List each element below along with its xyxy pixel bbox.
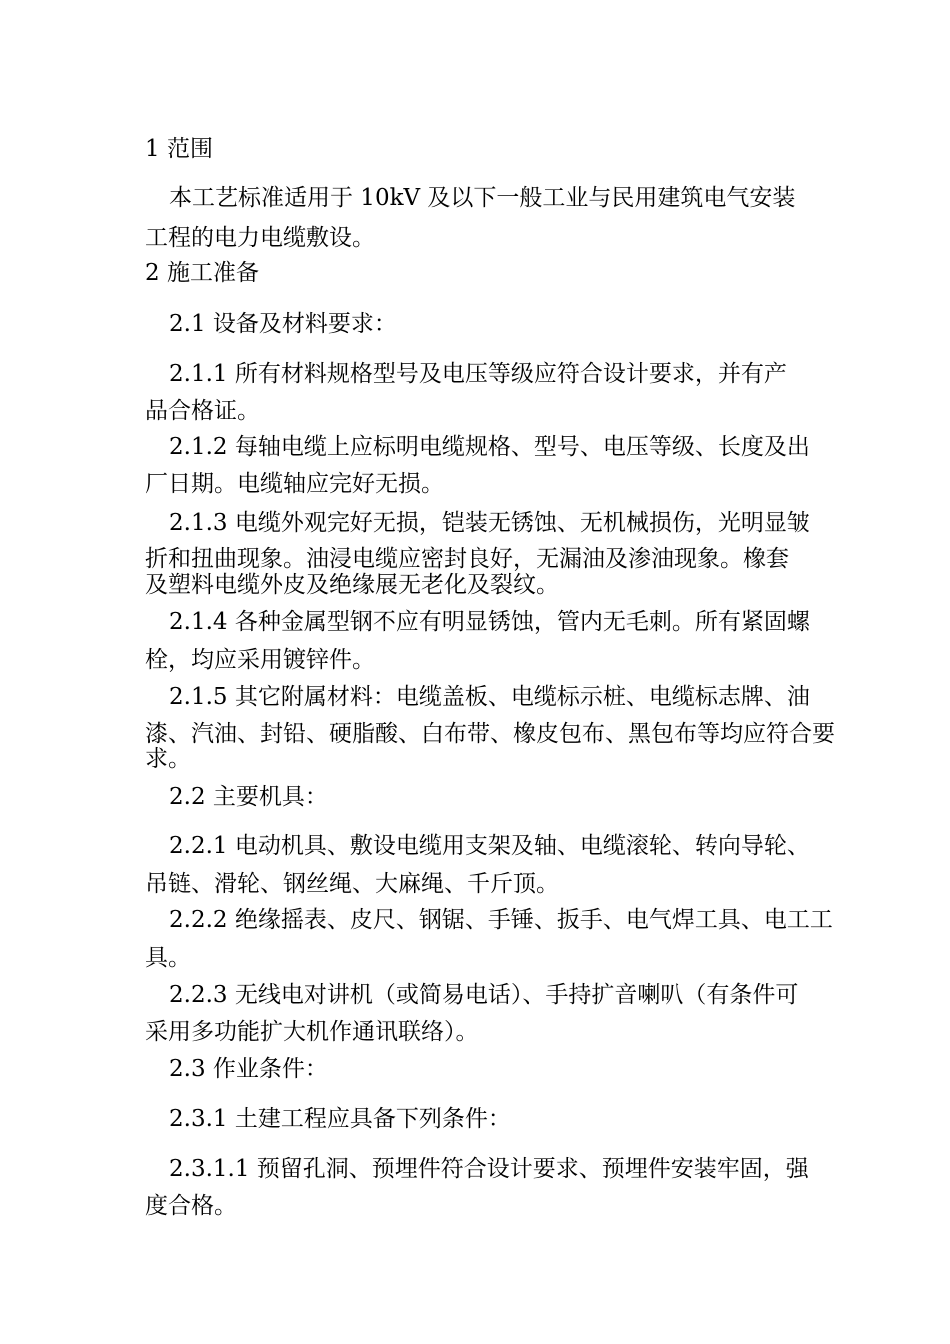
clause-2-1-5-line: 求。 [145, 746, 191, 772]
clause-2-2-1-line: 吊链、滑轮、钢丝绳、大麻绳、千斤顶。 [145, 871, 559, 897]
clause-2-3-1-line: 2.3.1 土建工程应具备下列条件： [169, 1106, 511, 1132]
clause-2-2-2-line: 具。 [145, 945, 191, 971]
clause-2-1-5-line: 漆、汽油、封铅、硬脂酸、白布带、橡皮包布、黑包布等均应符合要 [145, 721, 835, 747]
clause-2-1-5-line: 2.1.5 其它附属材料：电缆盖板、电缆标示桩、电缆标志牌、油 [169, 684, 810, 710]
subsection-2-3-heading: 2.3 作业条件： [169, 1056, 328, 1082]
clause-2-1-3-line: 折和扭曲现象。油浸电缆应密封良好，无漏油及渗油现象。橡套 [145, 546, 789, 572]
section-1-paragraph-line: 本工艺标准适用于 10kV 及以下一般工业与民用建筑电气安装 [169, 185, 796, 211]
clause-2-2-1-line: 2.2.1 电动机具、敷设电缆用支架及轴、电缆滚轮、转向导轮、 [169, 833, 810, 859]
clause-2-1-4-line: 栓，均应采用镀锌件。 [145, 647, 375, 673]
section-2-heading: 2 施工准备 [145, 260, 259, 286]
clause-2-1-4-line: 2.1.4 各种金属型钢不应有明显锈蚀，管内无毛刺。所有紧固螺 [169, 609, 810, 635]
clause-2-1-2-line: 2.1.2 每轴电缆上应标明电缆规格、型号、电压等级、长度及出 [169, 434, 810, 460]
clause-2-2-3-line: 采用多功能扩大机作通讯联络）。 [145, 1019, 479, 1045]
clause-2-1-1-line: 品合格证。 [145, 398, 260, 424]
clause-2-1-3-line: 及塑料电缆外皮及绝缘展无老化及裂纹。 [145, 572, 559, 598]
clause-2-2-3-line: 2.2.3 无线电对讲机（或简易电话）、手持扩音喇叭（有条件可 [169, 982, 799, 1008]
subsection-2-2-heading: 2.2 主要机具： [169, 784, 328, 810]
clause-2-1-3-line: 2.1.3 电缆外观完好无损，铠装无锈蚀、无机械损伤，光明显皱 [169, 510, 810, 536]
section-1-heading: 1 范围 [145, 136, 213, 162]
clause-2-2-2-line: 2.2.2 绝缘摇表、皮尺、钢锯、手锤、扳手、电气焊工具、电工工 [169, 907, 833, 933]
clause-2-3-1-1-line: 度合格。 [145, 1193, 237, 1219]
clause-2-1-2-line: 厂日期。电缆轴应完好无损。 [145, 471, 444, 497]
section-1-paragraph-line: 工程的电力电缆敷设。 [145, 225, 375, 251]
clause-2-1-1-line: 2.1.1 所有材料规格型号及电压等级应符合设计要求，并有产 [169, 361, 787, 387]
clause-2-3-1-1-line: 2.3.1.1 预留孔洞、预埋件符合设计要求、预埋件安装牢固，强 [169, 1156, 809, 1182]
subsection-2-1-heading: 2.1 设备及材料要求： [169, 311, 397, 337]
